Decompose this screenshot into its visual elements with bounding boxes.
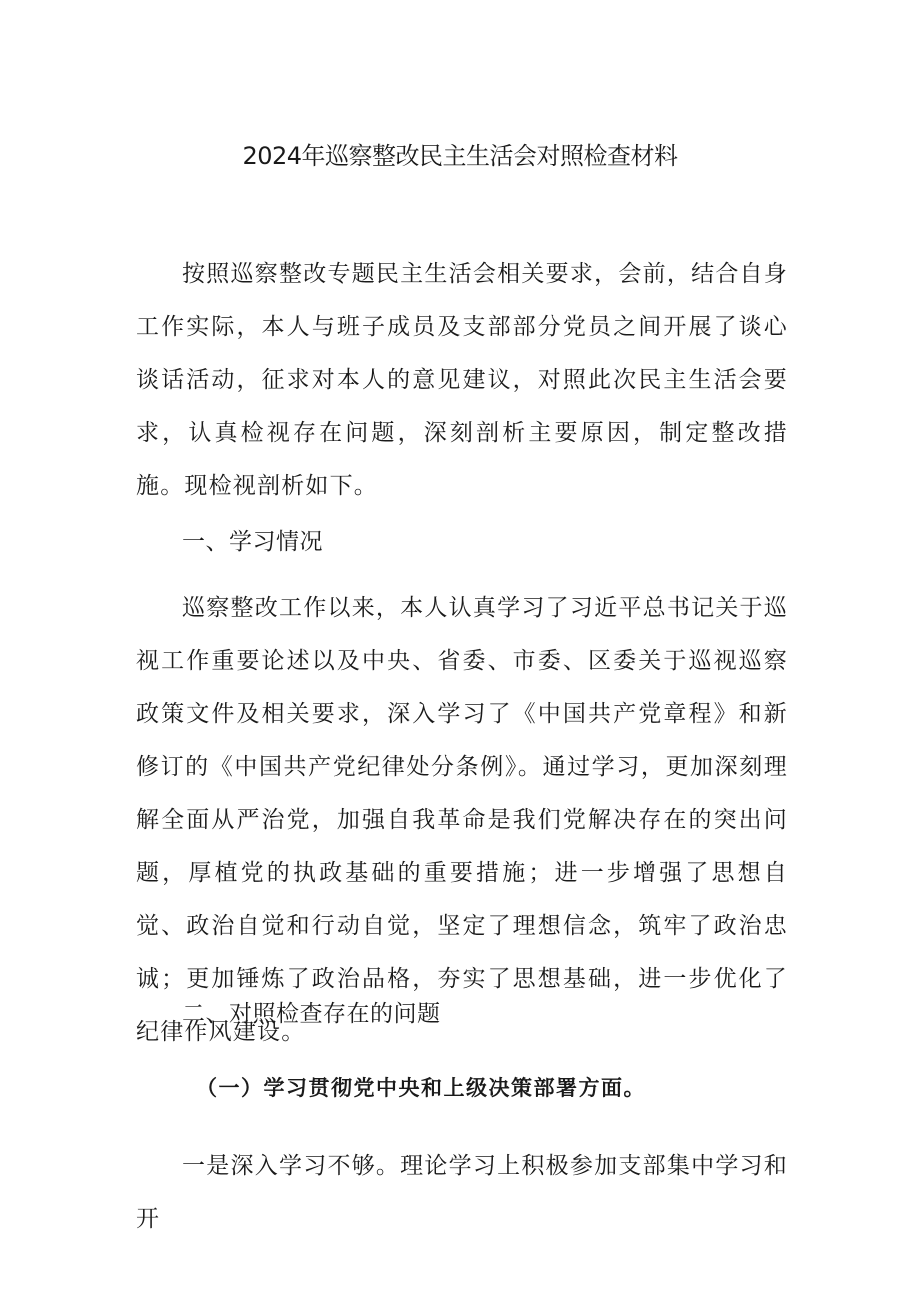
problems-paragraph: 一是深入学习不够。理论学习上积极参加支部集中学习和开 bbox=[136, 1153, 788, 1232]
section-heading-problems: 二、对照检查存在的问题 bbox=[182, 1001, 441, 1027]
intro-paragraph: 按照巡察整改专题民主生活会相关要求，会前，结合自身工作实际，本人与班子成员及支部部分党员之间开展了谈心谈话活动，征求对本人的意见建议，对照此次民主生活会要求，认真检视存在问题，深刻剖析主要原因，制定整改措施。现检视剖析如下。 bbox=[136, 261, 788, 499]
section-heading-study: 一、学习情况 bbox=[182, 529, 323, 555]
study-paragraph: 巡察整改工作以来，本人认真学习了习近平总书记关于巡视工作重要论述以及中央、省委、市委、区委关于巡视巡察政策文件及相关要求，深入学习了《中国共产党章程》和新修订的《中国共产党纪律处分条例》。通过学习，更加深刻理解全面从严治党，加强自我革命是我们党解决存在的突出问题，厚植党的执政基础的重要措施；进一步增强了思想自觉、政治自觉和行动自觉，坚定了理想信念，筑牢了政治忠诚；更加锤炼了政治品格，夯实了思想基础，进一步优化了纪律作风建设。 bbox=[136, 595, 788, 1045]
subsection-heading-decisions: （一）学习贯彻党中央和上级决策部署方面。 bbox=[196, 1075, 646, 1100]
document-title: 2024年巡察整改民主生活会对照检查材料 bbox=[242, 142, 678, 170]
